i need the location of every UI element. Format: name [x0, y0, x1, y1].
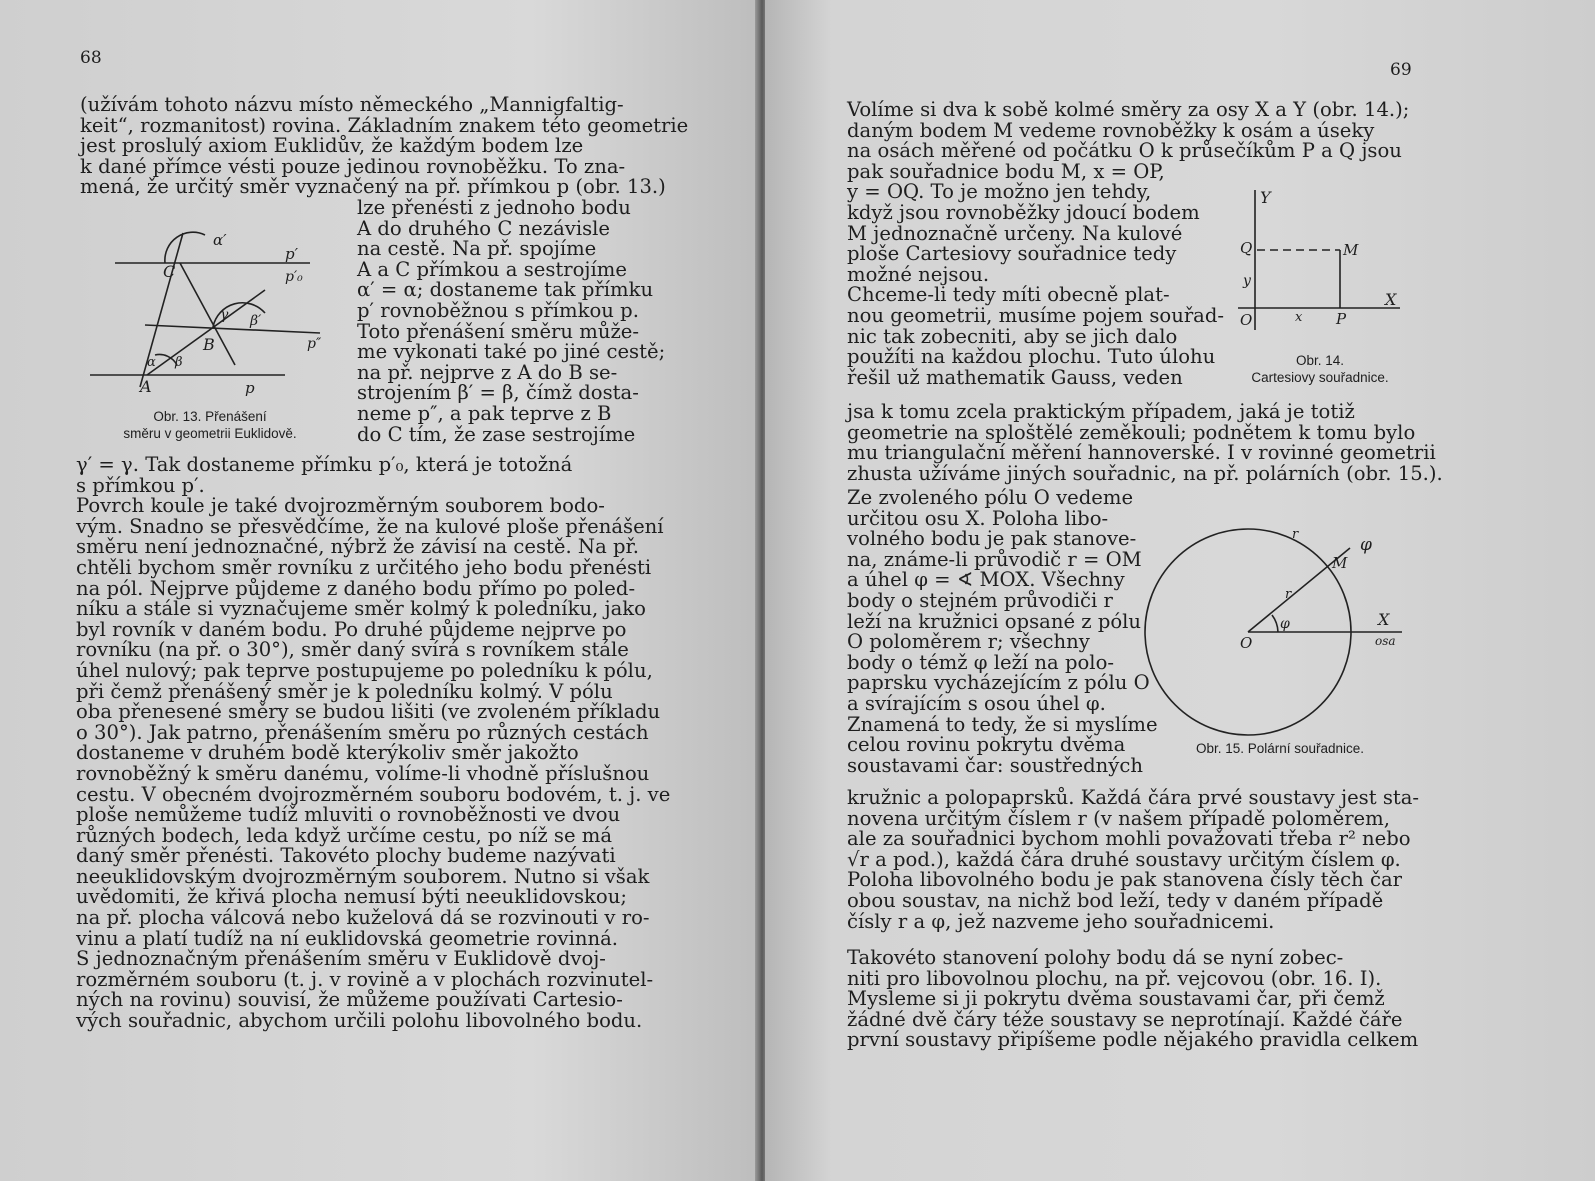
fig13-label-gamma: γ	[220, 307, 229, 323]
fig15-label-r: r	[1285, 587, 1292, 602]
right-top-line: daným bodem M vedeme rovnoběžky k osám a úseky	[847, 118, 1375, 142]
page-number-right: 69	[1390, 60, 1412, 80]
right-last-line: niti pro libovolnou plochu, na př. vejcovou (obr. 16. I).	[847, 966, 1382, 990]
right-bottom-line: kružnic a polopaprsků. Každá čára prvé soustavy jest sta-	[847, 786, 1420, 809]
right-mid-line: O poloměrem r; všechny	[847, 630, 1090, 654]
left-side-line: Toto přenášení směru může-	[357, 319, 639, 343]
left-page	[0, 0, 760, 1181]
right-full-line: mu triangulační měření hannoverské. I v rovinné geometrii	[847, 441, 1436, 465]
right-top-line: na osách měřené od počátku O k průsečíkům P a Q jsou	[847, 139, 1402, 163]
left-side-line: neme p″, a pak teprve z B	[357, 401, 612, 425]
fig14-label-x: x	[1295, 310, 1303, 325]
right-last-line: žádné dvě čáry téže soustavy se neprotínají. Každé čáře	[847, 1007, 1403, 1031]
right-top-line: Volíme si dva k sobě kolmé směry za osy X a Y (obr. 14.);	[847, 98, 1410, 121]
left-bottom-line: γ′ = γ. Tak dostaneme přímku p′₀, která je totožná	[76, 453, 573, 476]
right-mid-line: soustavami čar: soustředných	[847, 753, 1143, 777]
left-bottom-text	[76, 453, 671, 1033]
left-side-line: A a C přímkou a sestrojíme	[357, 257, 627, 281]
left-bottom-line: o 30°). Jak patrno, přenášením směru po různých cestách	[76, 720, 649, 744]
fig13-label-alpha: α	[147, 355, 156, 370]
left-side-line: A do druhého C nezávisle	[357, 216, 611, 240]
right-full-line: jsa k tomu zcela praktickým případem, jaká je totiž	[847, 400, 1355, 423]
right-mid-line: body o stejném průvodiči r	[847, 588, 1113, 612]
left-side-line: na př. nejprve z A do B se-	[357, 360, 618, 384]
right-last-line: první soustavy připíšeme podle nějakého pravidla celkem	[847, 1028, 1419, 1052]
right-top-line: řešil už mathematik Gauss, veden	[847, 365, 1183, 389]
right-mid-line: na, známe-li průvodič r = OM	[847, 547, 1142, 571]
right-bottom-line: obou soustav, na nichž bod leží, tedy v daném případě	[847, 888, 1384, 912]
left-bottom-line: na pól. Nejprve půjdeme z daného bodu přímo po poled-	[76, 576, 636, 600]
right-bottom-line: novena určitým číslem r (v našem případě poloměrem,	[847, 806, 1390, 830]
right-mid-line: a úhel φ = ∢ MOX. Všechny	[847, 568, 1125, 592]
right-top-line: nic tak zobecniti, aby se jich dalo	[847, 324, 1178, 348]
fig13-label-p0-prime: p′₀	[285, 269, 303, 285]
left-bottom-line: s přímkou p′.	[76, 473, 205, 497]
right-page	[765, 0, 1595, 1181]
right-mid-line: určitou osu X. Poloha libo-	[847, 506, 1109, 530]
left-bottom-line: rozměrném souboru (t. j. v rovině a v plochách rozvinutel-	[76, 967, 654, 991]
right-mid-line: a svírajícím s osou úhel φ.	[847, 691, 1106, 715]
fig14-label-o: O	[1240, 311, 1253, 329]
left-bottom-line: na př. plocha válcová nebo kuželová dá se rozvinouti v ro-	[76, 906, 650, 930]
fig14-label-y-axis: Y	[1260, 188, 1271, 207]
left-bottom-line: úhel nulový; pak teprve postupujeme po poledníku k pólu,	[76, 658, 653, 682]
fig14-label-p: P	[1336, 310, 1347, 328]
left-top-text	[80, 93, 689, 199]
left-bottom-line: směru není jednoznačné, nýbrž že závisí na cestě. Na př.	[76, 535, 639, 559]
left-bottom-line: ných na rovinu) souvisí, že můžeme používati Cartesio-	[76, 988, 623, 1012]
figure-15-caption: Obr. 15. Polární souřadnice.	[1195, 741, 1365, 756]
right-full-text	[847, 400, 1443, 485]
left-side-line: na cestě. Na př. spojíme	[357, 237, 597, 261]
left-bottom-line: cestu. V obecném dvojrozměrném souboru bodovém, t. j. ve	[76, 782, 671, 806]
right-last-line: Takovéto stanovení polohy bodu dá se nyní zobec-	[847, 946, 1344, 969]
left-bottom-line: rovnoběžný k směru danému, volíme-li vhodně příslušnou	[76, 761, 650, 785]
left-bottom-line: různých bodech, leda když určíme cestu, po níž se má	[76, 823, 613, 847]
figure-14-caption-line-2: Cartesiovy souřadnice.	[1251, 370, 1389, 385]
figure-14-caption	[1220, 352, 1420, 386]
right-top-line: Chceme-li tedy míti obecně plat-	[847, 283, 1170, 307]
left-bottom-line: neeuklidovským dvojrozměrným souborem. Nutno si však	[76, 864, 650, 888]
fig13-label-c: C	[163, 262, 176, 281]
fig13-label-beta: β	[175, 355, 183, 370]
fig14-label-x-axis: X	[1385, 290, 1397, 309]
left-top-line: mená, že určitý směr vyznačený na př. přímkou p (obr. 13.)	[80, 175, 666, 199]
left-bottom-line: byl rovník v daném bodu. Po druhé půjdeme nejprve po	[76, 617, 627, 641]
left-side-line: p′ rovnoběžnou s přímkou p.	[357, 298, 639, 322]
line-p-double-prime	[145, 325, 320, 333]
fig13-label-b: B	[203, 335, 215, 354]
figure-13-caption-line-1: Obr. 13. Přenášení	[153, 409, 267, 424]
fig13-label-p-double: p″	[307, 336, 322, 352]
right-top-line: y = OQ. To je možno jen tehdy,	[847, 180, 1152, 204]
right-mid-line: body o témž φ leží na polo-	[847, 650, 1114, 674]
left-bottom-line: oba přenesené směry se budou lišiti (ve zvoleném příkladu	[76, 700, 661, 724]
left-bottom-line: rovníku (na př. o 30°), směr daný svírá s rovníkem stále	[76, 638, 629, 662]
fig13-label-p: p	[245, 379, 255, 397]
fig13-label-p-prime: p′	[285, 245, 299, 263]
figure-14-diagram	[1230, 185, 1410, 345]
left-side-line: me vykonati také po jiné cestě;	[357, 340, 666, 364]
fig15-label-osa: osa	[1375, 634, 1396, 648]
right-last-text	[847, 948, 1437, 1051]
right-top-line: ploše Cartesiovy souřadnice tedy	[847, 242, 1177, 266]
left-bottom-line: vinu a platí tudíž na ní euklidovská geometrie rovinná.	[76, 926, 619, 950]
right-mid-line: celou rovinu pokrytu dvěma	[847, 733, 1126, 757]
left-bottom-line: daný směr přenésti. Takovéto plochy budeme nazývati	[76, 844, 616, 868]
figure-13-diagram	[85, 215, 345, 410]
right-top-line: M jednoznačně určeny. Na kulové	[847, 221, 1183, 245]
fig13-label-alpha-prime: α′	[213, 231, 227, 249]
right-bottom-line: √r a pod.), každá čára druhé soustavy určitým číslem φ.	[847, 847, 1401, 871]
left-top-line: (užívám tohoto názvu místo německého „Mannigfaltig-	[80, 93, 624, 116]
figure-13-caption	[80, 408, 340, 442]
left-bottom-line: vých souřadnic, abychom určili polohu libovolného bodu.	[76, 1009, 643, 1033]
right-mid-text	[847, 486, 1158, 777]
right-last-line: Mysleme si ji pokrytu dvěma soustavami čar, při čemž	[847, 987, 1385, 1011]
fig15-label-x: X	[1378, 610, 1390, 629]
right-mid-line: volného bodu je pak stanove-	[847, 527, 1137, 551]
left-bottom-line: S jednoznačným přenášením směru v Euklidově dvoj-	[76, 947, 606, 971]
left-bottom-line: dostaneme v druhém bodě kterýkoliv směr jakožto	[76, 741, 579, 765]
page-number-left: 68	[80, 48, 102, 68]
left-side-line: strojením β′ = β, čímž dosta-	[357, 381, 639, 405]
right-bottom-line: Poloha libovolného bodu je pak stanovena čísly těch čar	[847, 868, 1402, 892]
right-mid-line: Znamená to tedy, že si myslíme	[847, 712, 1158, 736]
right-mid-line: leží na kružnici opsané z pólu	[847, 609, 1142, 633]
fig15-label-o: O	[1240, 634, 1253, 652]
fig14-label-y: y	[1243, 273, 1251, 289]
right-bottom-line: ale za souřadnici bychom mohli považovati třeba r² nebo	[847, 827, 1411, 851]
left-top-line: keit“, rozmanitost) rovina. Základním znakem této geometrie	[80, 113, 689, 137]
left-top-line: jest proslulý axiom Euklidův, že každým bodem lze	[80, 134, 584, 158]
left-side-line: do C tím, že zase sestrojíme	[357, 422, 636, 446]
left-bottom-line: uvědomiti, že křivá plocha nemusí býti neeuklidovskou;	[76, 885, 627, 909]
left-side-line: α′ = α; dostaneme tak přímku	[357, 278, 654, 302]
left-bottom-line: níku a stále si vyznačujeme směr kolmý k poledníku, jako	[76, 597, 646, 621]
fig15-label-phi: φ	[1280, 616, 1290, 632]
right-top-line: pak souřadnice bodu M, x = OP,	[847, 159, 1165, 183]
right-full-line: zhusta užíváme jiných souřadnic, na př. polárních (obr. 15.).	[847, 461, 1443, 485]
right-bottom-text	[847, 788, 1437, 932]
right-top-line: možné nejsou.	[847, 262, 990, 286]
right-top-line: nou geometrii, musíme pojem souřad-	[847, 303, 1225, 327]
left-bottom-line: chtěli bychom směr rovníku z určitého jeho bodu přenésti	[76, 555, 652, 579]
figure-14-caption-line-1: Obr. 14.	[1295, 353, 1345, 368]
left-side-text	[357, 196, 666, 446]
right-mid-line: Ze zvoleného pólu O vedeme	[847, 486, 1134, 509]
left-side-line: lze přenésti z jednoho bodu	[357, 196, 631, 219]
fig13-label-beta-prime: β′	[250, 313, 262, 329]
right-full-line: geometrie na sploštělé zeměkouli; podnětem k tomu bylo	[847, 420, 1416, 444]
fig15-label-m: M	[1332, 554, 1348, 572]
right-bottom-line: čísly r a φ, jež nazveme jeho souřadnicemi.	[847, 909, 1275, 933]
figure-13-caption-line-2: směru v geometrii Euklidově.	[123, 426, 297, 441]
left-bottom-line: ploše nemůžeme tudíž mluviti o rovnoběžnosti ve dvou	[76, 803, 621, 827]
fig15-label-phi-top: φ	[1360, 535, 1372, 555]
left-top-line: k dané přímce vésti pouze jedinou rovnoběžku. To zna-	[80, 154, 626, 178]
fig14-label-m: M	[1343, 241, 1359, 259]
fig13-label-a: A	[140, 377, 152, 396]
right-top-line: použíti na každou plochu. Tuto úlohu	[847, 345, 1216, 369]
figure-15-diagram	[1140, 520, 1420, 750]
right-top-line: když jsou rovnoběžky jdoucí bodem	[847, 200, 1200, 224]
fig15-label-r-top: r	[1292, 527, 1299, 542]
left-bottom-line: vým. Snadno se přesvědčíme, že na kulové ploše přenášení	[76, 514, 664, 538]
left-bottom-line: při čemž přenášený směr je k poledníku kolmý. V pólu	[76, 679, 613, 703]
fig14-label-q: Q	[1240, 239, 1253, 257]
right-mid-line: paprsku vycházejícím z pólu O	[847, 671, 1150, 695]
left-bottom-line: Povrch koule je také dvojrozměrným souborem bodo-	[76, 494, 605, 518]
